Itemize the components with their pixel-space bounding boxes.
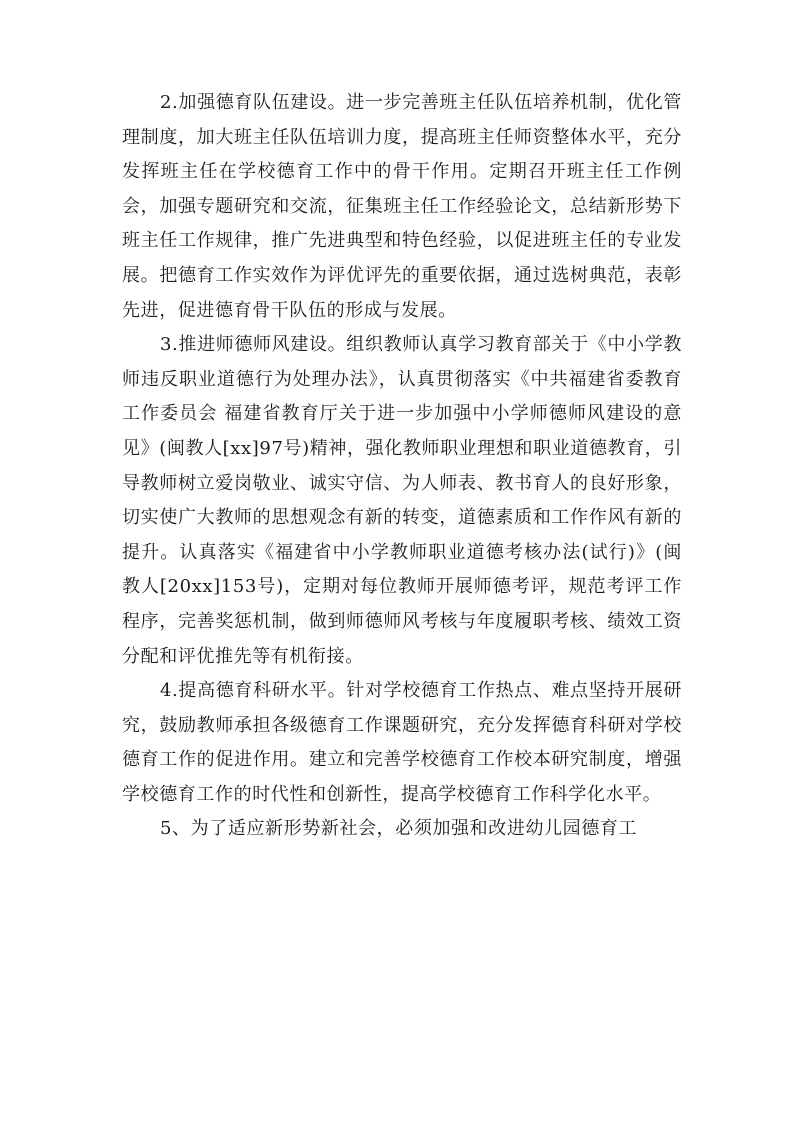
paragraph-kindergarten-moral: 5、为了适应新形势新社会，必须加强和改进幼儿园德育工 bbox=[160, 818, 638, 840]
paragraph-teacher-ethics: 3.推进师德师风建设。组织教师认真学习教育部关于《中小学教师违反职业道德行为处理办法》，认真贯彻落实《中共福建省委教育工作委员会 福建省教育厅关于进一步加强中小学师德师风建设的意见》(闽教人[xx]97号)精神，强化教师职业理想和职业道德教育，引导教师树立爱岗敬业、诚实守信、为人师表、教书育人的良好形象，切实使广大教师的思想观念有新的转变，道德素质和工作作风有新的提升。认真落实《福建省中小学教师职业道德考核办法(试行)》(闽教人[20xx]153号)，定期对每位教师开展师德考评，规范考评工作程序，完善奖惩机制，做到师德师风考核与年度履职考核、绩效工资分配和评优推先等有机衔接。 bbox=[122, 334, 682, 667]
document-body bbox=[122, 86, 682, 847]
paragraph-moral-research: 4.提高德育科研水平。针对学校德育工作热点、难点坚持开展研究，鼓励教师承担各级德育工作课题研究，充分发挥德育科研对学校德育工作的促进作用。建立和完善学校德育工作校本研究制度，增强学校德育工作的时代性和创新性，提高学校德育工作科学化水平。 bbox=[122, 680, 682, 805]
paragraph-teacher-team: 2.加强德育队伍建设。进一步完善班主任队伍培养机制，优化管理制度，加大班主任队伍培训力度，提高班主任师资整体水平，充分发挥班主任在学校德育工作中的骨干作用。定期召开班主任工作例会，加强专题研究和交流，征集班主任工作经验论文，总结新形势下班主任工作规律，推广先进典型和特色经验，以促进班主任的专业发展。把德育工作实效作为评优评先的重要依据，通过选树典范，表彰先进，促进德育骨干队伍的形成与发展。 bbox=[122, 92, 682, 321]
